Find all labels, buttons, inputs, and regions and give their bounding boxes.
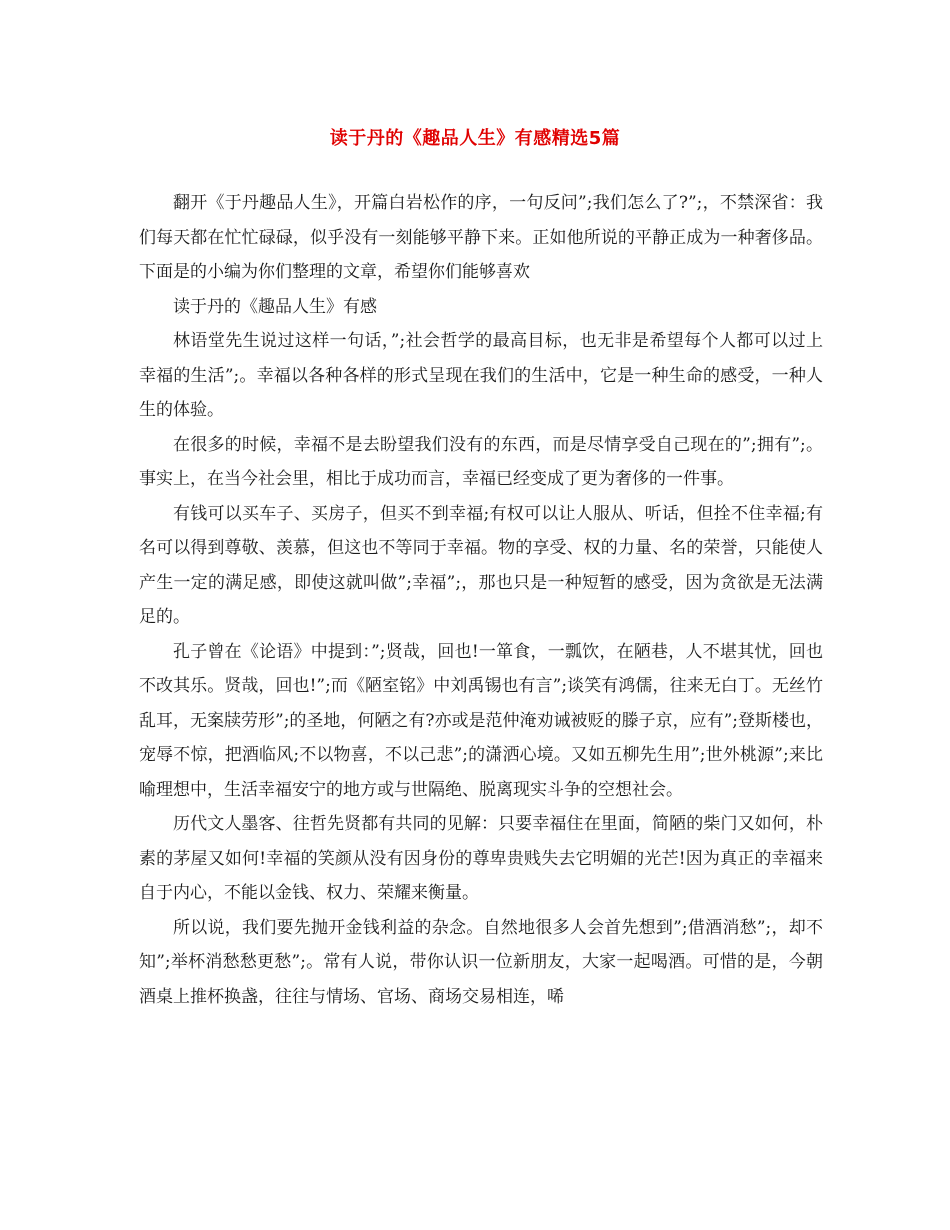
document-body <box>139 186 823 1014</box>
paragraph: 有钱可以买车子、买房子，但买不到幸福;有权可以让人服从、听话，但拴不住幸福;有名可以得到尊敬、羡慕，但这也不等同于幸福。物的享受、权的力量、名的荣誉，只能使人产生一定的满足感，即使这就叫做”;幸福”;，那也只是一种短暂的感受，因为贪欲是无法满足的。 <box>139 503 823 627</box>
paragraph: 林语堂先生说过这样一句话，”;社会哲学的最高目标，也无非是希望每个人都可以过上幸福的生活”;。幸福以各种各样的形式呈现在我们的生活中，它是一种生命的感受，一种人生的体验。 <box>139 331 823 420</box>
paragraph: 历代文人墨客、往哲先贤都有共同的见解：只要幸福住在里面，简陋的柴门又如何，朴素的茅屋又如何!幸福的笑颜从没有因身份的尊卑贵贱失去它明媚的光芒!因为真正的幸福来自于内心，不能以金钱、权力、荣耀来衡量。 <box>139 814 823 903</box>
section-heading: 读于丹的《趣品人生》有感 <box>173 296 377 317</box>
paragraph: 所以说，我们要先抛开金钱利益的杂念。自然地很多人会首先想到”;借酒消愁”;，却不知”;举杯消愁愁更愁”;。常有人说，带你认识一位新朋友，大家一起喝酒。可惜的是，今朝酒桌上推杯换盏，往往与情场、官场、商场交易相连，唏 <box>139 917 823 1007</box>
paragraph: 孔子曾在《论语》中提到：”;贤哉，回也!一箪食，一瓢饮，在陋巷，人不堪其忧，回也不改其乐。贤哉，回也!”;而《陋室铭》中刘禹锡也有言”;谈笑有鸿儒，往来无白丁。无丝竹乱耳，无案牍劳形”;的圣地，何陋之有?亦或是范仲淹劝诫被贬的滕子京，应有”;登斯楼也，宠辱不惊，把酒临风;不以物喜，不以己悲”;的潇洒心境。又如五柳先生用”;世外桃源”;来比喻理想中，生活幸福安宁的地方或与世隔绝、脱离现实斗争的空想社会。 <box>139 641 823 800</box>
document-title: 读于丹的《趣品人生》有感精选5篇 <box>329 128 621 149</box>
paragraph-intro: 翻开《于丹趣品人生》，开篇白岩松作的序，一句反问”;我们怎么了?”;，不禁深省：我们每天都在忙忙碌碌，似乎没有一刻能够平静下来。正如他所说的平静正成为一种奢侈品。下面是的小编为你们整理的文章，希望你们能够喜欢 <box>139 193 823 282</box>
paragraph: 在很多的时候，幸福不是去盼望我们没有的东西，而是尽情享受自己现在的”;拥有”;。事实上，在当今社会里，相比于成功而言，幸福已经变成了更为奢侈的一件事。 <box>139 434 823 489</box>
